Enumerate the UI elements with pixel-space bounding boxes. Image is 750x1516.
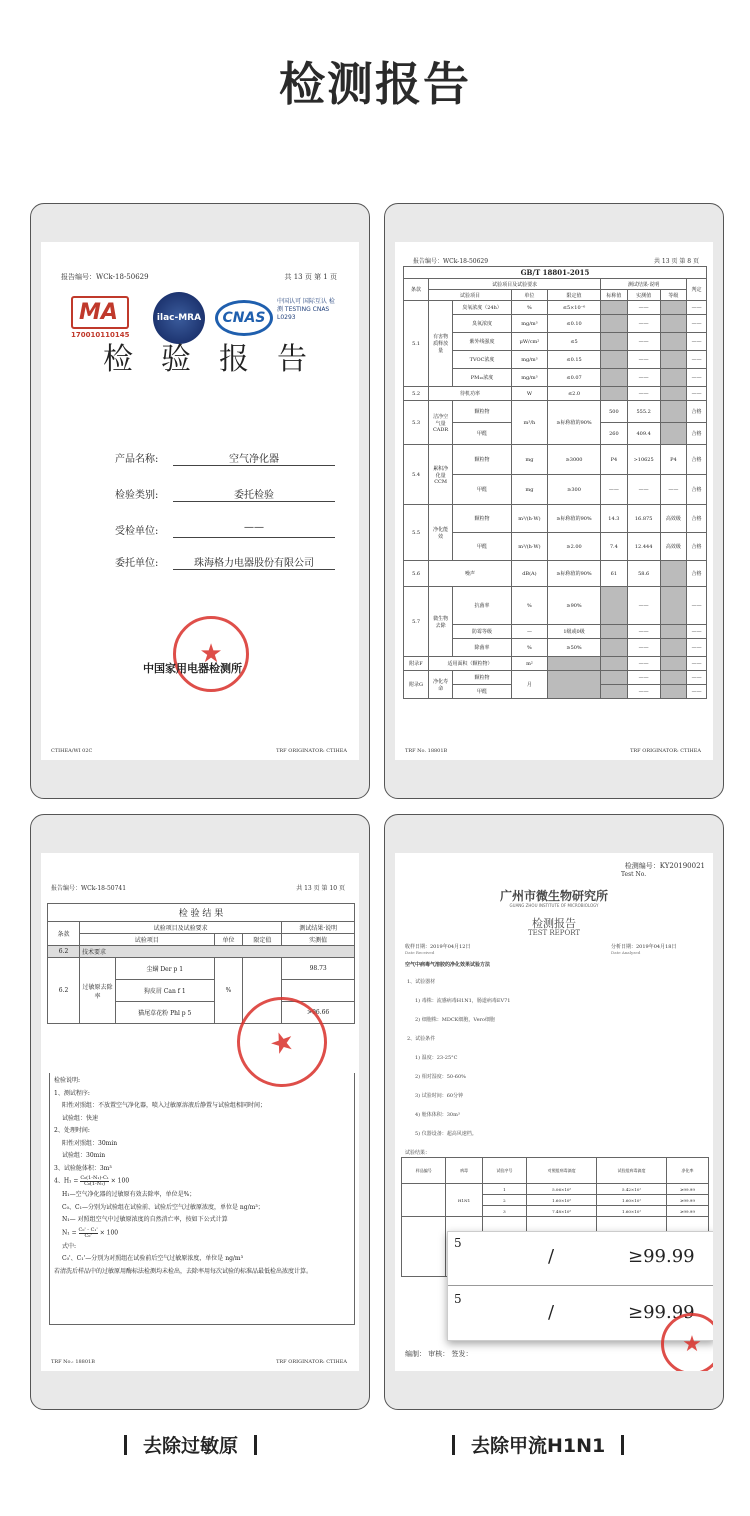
table-row: 6.2 过敏原去除率 尘螨 Der p 1 % 98.73 <box>48 958 355 980</box>
table-row: 臭氧浓度 mg/m³ ≤0.10 —— —— <box>404 315 707 333</box>
table-row: 猫尾草花粉 Phl p 5 >96.66 <box>48 1002 355 1024</box>
table-row: 5.1 有害物质释放量 臭氧浓度（24h） % ≤5×10⁻⁶ —— —— <box>404 301 707 315</box>
institute-name-en: GUANG ZHOU INSTITUTE OF MICROBIOLOGY <box>509 903 599 908</box>
report-cover-card[interactable] <box>30 203 370 799</box>
field-inspected-unit: 受检单位: —— <box>115 522 335 542</box>
table-row: 甲醛 mg ≥300 —— —— —— 合格 <box>404 475 707 505</box>
page-title: 检测报告 <box>279 57 471 111</box>
table-row: 紫外线强度 μW/cm² ≤5 —— —— <box>404 333 707 351</box>
table-row: 附录G 净化寿命 颗粒物 月 —— —— <box>404 671 707 685</box>
zoom-row: 5 / ≥99.99 <box>454 1292 695 1323</box>
report-number: 报告编号：WCk-18-50741 <box>51 885 127 892</box>
table-row: 5.3 洁净空气量CADR 颗粒物 m³/h ≥标称值的90% 500 555.2 合格 <box>404 401 707 423</box>
official-seal: ★ <box>173 616 249 692</box>
report-number: 检测编号：KY20190021 <box>624 862 705 870</box>
caption-bar <box>254 1435 257 1455</box>
analyzed-date: 分析日期：2019年04月18日 <box>611 944 677 950</box>
footer-left: CTIHEA/WI 02C <box>51 748 93 754</box>
page-info: 共 13 页 第 8 页 <box>654 258 699 265</box>
caption-bar <box>452 1435 455 1455</box>
report-title: 检 验 报 告 <box>103 342 307 377</box>
test-items: 1、试验器材 1) 毒株：流感病毒H1N1，肠道病毒EV71 2) 细胞株：MDCK细胞，Vero细胞 2、试验条件 1) 温度：23-25°C 2) 相对湿度：50-60% 3) 试验时间：60分钟 4) 舱体体积：30m³ 5) 仪器设备：超高风速档。 <box>407 979 511 1137</box>
table-row: 5.7 微生物去除 抗菌率 % ≥90% —— —— <box>404 587 707 625</box>
allergen-report-card[interactable] <box>30 814 370 1410</box>
footer-right: TRF ORIGINATOR: CTIHEA <box>276 1359 347 1365</box>
formula-2: N₁ = C₀' - C₁' C₀' × 100 <box>62 1226 119 1239</box>
ma-logo: MA 170010110145 <box>71 296 129 339</box>
official-seal: ★ <box>661 1313 713 1371</box>
institute-name: 广州市微生物研究所 <box>499 889 608 903</box>
report-title: 检测报告 <box>532 917 576 930</box>
report-number: 报告编号：WCk-18-50629 <box>413 258 489 265</box>
standard-name: GB/T 18801-2015 <box>404 267 707 279</box>
table-row: 5.5 净化能效 颗粒物 m³/(h·W) ≥标称值的90% 14.3 16.875 高效级 合格 <box>404 505 707 533</box>
table-row: 5.2 待机功率 W ≤2.0 —— —— <box>404 387 707 401</box>
table-row: 甲醛 —— —— <box>404 685 707 699</box>
table-row: 5.6 噪声 dB(A) ≥标称值的90% 61 58.6 合格 <box>404 561 707 587</box>
field-client-unit: 委托单位: 珠海格力电器股份有限公司 <box>115 554 335 574</box>
table-row: 附录F 适用面积（颗粒物） m² —— —— <box>404 657 707 671</box>
test-notes: 检验说明: 1、测试程序: 阳性对照组：不放置空气净化器，喷入过敏原溶液后静置与试验组相同时间； 试验组：快速 2、处理时间: 阳性对照组：30min 试验组：30min 3、试验舱体积：3m³ 4、H₁ = C₀(1-N₁)-C₁ C₀(1-N₁) × 100 H₁—空气净化器的过敏原有效去除率，单位是%； C₀、C₁—分别为试验组在试验前、试验后空气过敏原浓度，单位是 ng/m³； N₁— 对照组空气中过敏原浓度的自然消亡率，按如下公式计算 N₁ = C₀' - C₁' C₀' × 100 式中: C₀'、C₁'—分别为对照组在试验前后空气过敏原浓度，单位是 ng/m³ 若清洗后样品中的过敏原用酶标法检测均未检出，去除率用每次试验的标准品最低检出浓度计算。 <box>49 1073 355 1325</box>
virus-results-table: 样品编号 病毒 试验序号 对照组病毒滴度 试验组病毒滴度 净化率 H1N1 1 5.06×10⁵ 5.42×10¹ ≥99.99 2 1.60×10⁵ 1.60×10¹ ≥99.99 3 7.48×10⁵ 1.60×10¹ ≥99.99 <box>401 1157 709 1277</box>
table-row: 狗皮屑 Can f 1 <box>48 980 355 1002</box>
received-date: 收样日期：2019年04月12日 <box>405 944 471 950</box>
footer-left: TRF No. 18801B <box>405 748 448 754</box>
caption-allergen: 去除过敏原 <box>124 1431 257 1458</box>
test-no-label: Test No. <box>621 871 647 878</box>
ilac-mra-logo: ilac-MRA <box>153 292 205 344</box>
signers: 编制： 审核： 签发： <box>405 1350 473 1358</box>
cnas-text: 中国认可 国际互认 检测 TESTING CNAS L0293 <box>277 298 335 321</box>
h1n1-report-page: 检测编号：KY20190021 Test No. 广州市微生物研究所 GUANG ZHOU INSTITUTE OF MICROBIOLOGY 检测报告 TEST REPORT 收样日期：2019年04月12日 Date Received 分析日期：2019年04月18日 Date Analyzed 空气中病毒气溶胶的净化效果试验方法 1、试验器材 1) 毒株：流感病毒H1N1，肠道病毒EV71 2) 细胞株：MDCK细胞，Vero细胞 2、试验条件 1) 温度：23-25°C 2) 相对湿度：50-60% 3) 试验时间：60分钟 4) 舱体体积：30m³ 5) 仪器设备：超高风速档。 试验结果： 样品编号 病毒 试验序号 对照组病毒滴度 试验组病毒滴度 净化率 H1N1 1 5.06×10⁵ 5.42×10¹ ≥99.99 2 1.60×10⁵ 1.60×10¹ ≥99.99 3 7.48×10⁵ 1.60×10¹ ≥99.99 5 / ≥99.99 5 / ≥99.99 编制： 审核： 签发： ★ <box>395 853 713 1371</box>
report-number: 报告编号：WCk-18-50629 <box>61 273 149 281</box>
page-info: 共 13 页 第 10 页 <box>296 885 345 892</box>
footer-left: TRF No.: 18801B <box>51 1359 95 1365</box>
gb-standard-page <box>395 242 713 760</box>
table-row: 除菌率 % ≥50% —— —— <box>404 639 707 657</box>
ma-number: 170010110145 <box>71 331 130 339</box>
h1n1-report-card[interactable] <box>384 814 724 1410</box>
allergen-report-page <box>41 853 359 1371</box>
test-subject: 空气中病毒气溶胶的净化效果试验方法 <box>405 962 491 968</box>
table-row: 甲醛 m³/(h·W) ≥2.00 7.4 12.444 高效级 合格 <box>404 533 707 561</box>
cnas-logo: CNAS <box>215 300 273 336</box>
table-row: 甲醛 260 409.4 合格 <box>404 423 707 445</box>
table-title: 检 验 结 果 <box>48 904 355 922</box>
formula-1: 4、H₁ = C₀(1-N₁)-C₁ C₀(1-N₁) × 100 <box>54 1175 130 1187</box>
footer-right: TRF ORIGINATOR: CTIHEA <box>276 748 347 754</box>
zoom-row: 5 / ≥99.99 <box>448 1232 713 1286</box>
result-title: 试验结果： <box>405 1150 431 1156</box>
allergen-results-table: 检 验 结 果 条款 试验项目及试验要求 测试结果·说明 试验项目 单位 限定值 实测值 6.2 技术要求 6.2 过敏原去除率 尘螨 Der p 1 % 98.73 狗皮屑 Can f 1 猫尾草花粉 Phl p 5 >96.66 <box>47 903 355 1024</box>
report-cover-page <box>41 242 359 760</box>
gb-results-table: GB/T 18801-2015 条款 试验项目及试验要求 测试结果·说明 判定 试验项目 单位 限定值 标称值 实测值 等级 5.1 有害物质释放量 臭氧浓度（24h） % ≤5×10⁻⁶ —— —— 臭氧浓度 mg/m³ ≤0.10 —— —— 紫外线强度 μW/cm² ≤5 —— —— TVOC浓度 mg/m³ ≤0.15 —— —— PM₁₀浓度 mg/m³ ≤0.07 —— —— 5.2 待机功率 W ≤2.0 —— —— 5.3 洁净空气量CADR 颗粒物 m³/h ≥标称值的90% 500 555.2 合格 甲醛 260 409.4 合格 5.4 累积净化量CCM 颗粒物 mg ≥3000 P4 >10625 P4 合格 甲醛 mg ≥300 —— —— —— 合格 5.5 净化能效 颗粒物 m³/(h·W) ≥标称值的90% 14.3 16.875 高效级 合格 甲醛 m³/(h·W) ≥2.00 7.4 12.444 高效级 合格 5.6 噪声 dB(A) ≥标称值的90% 61 58.6 合格 5.7 微生物去除 抗菌率 % ≥90% —— —— 防霉等级 — 1级或0级 —— —— 除菌率 % ≥50% —— —— 附录F 适用面积（颗粒物） m² —— —— 附录G 净化寿命 颗粒物 月 —— —— 甲醛 —— —— <box>403 266 707 699</box>
org-name: 中国家用电器检测所 <box>143 662 242 675</box>
caption-bar <box>621 1435 624 1455</box>
gb-standard-table-card[interactable] <box>384 203 724 799</box>
table-row: TVOC浓度 mg/m³ ≤0.15 —— —— <box>404 351 707 369</box>
field-product-name: 产品名称: 空气净化器 <box>115 450 335 470</box>
table-row: 防霉等级 — 1级或0级 —— —— <box>404 625 707 639</box>
report-title-en: TEST REPORT <box>527 929 581 937</box>
caption-bar <box>124 1435 127 1455</box>
field-inspection-type: 检验类别: 委托检验 <box>115 486 335 506</box>
table-row: PM₁₀浓度 mg/m³ ≤0.07 —— —— <box>404 369 707 387</box>
official-seal: ★ <box>224 984 339 1099</box>
table-row: 5.4 累积净化量CCM 颗粒物 mg ≥3000 P4 >10625 P4 合格 <box>404 445 707 475</box>
footer-right: TRF ORIGINATOR: CTIHEA <box>630 748 701 754</box>
caption-h1n1: 去除甲流H1N1 <box>452 1431 624 1458</box>
page-info: 共 13 页 第 1 页 <box>284 273 337 281</box>
